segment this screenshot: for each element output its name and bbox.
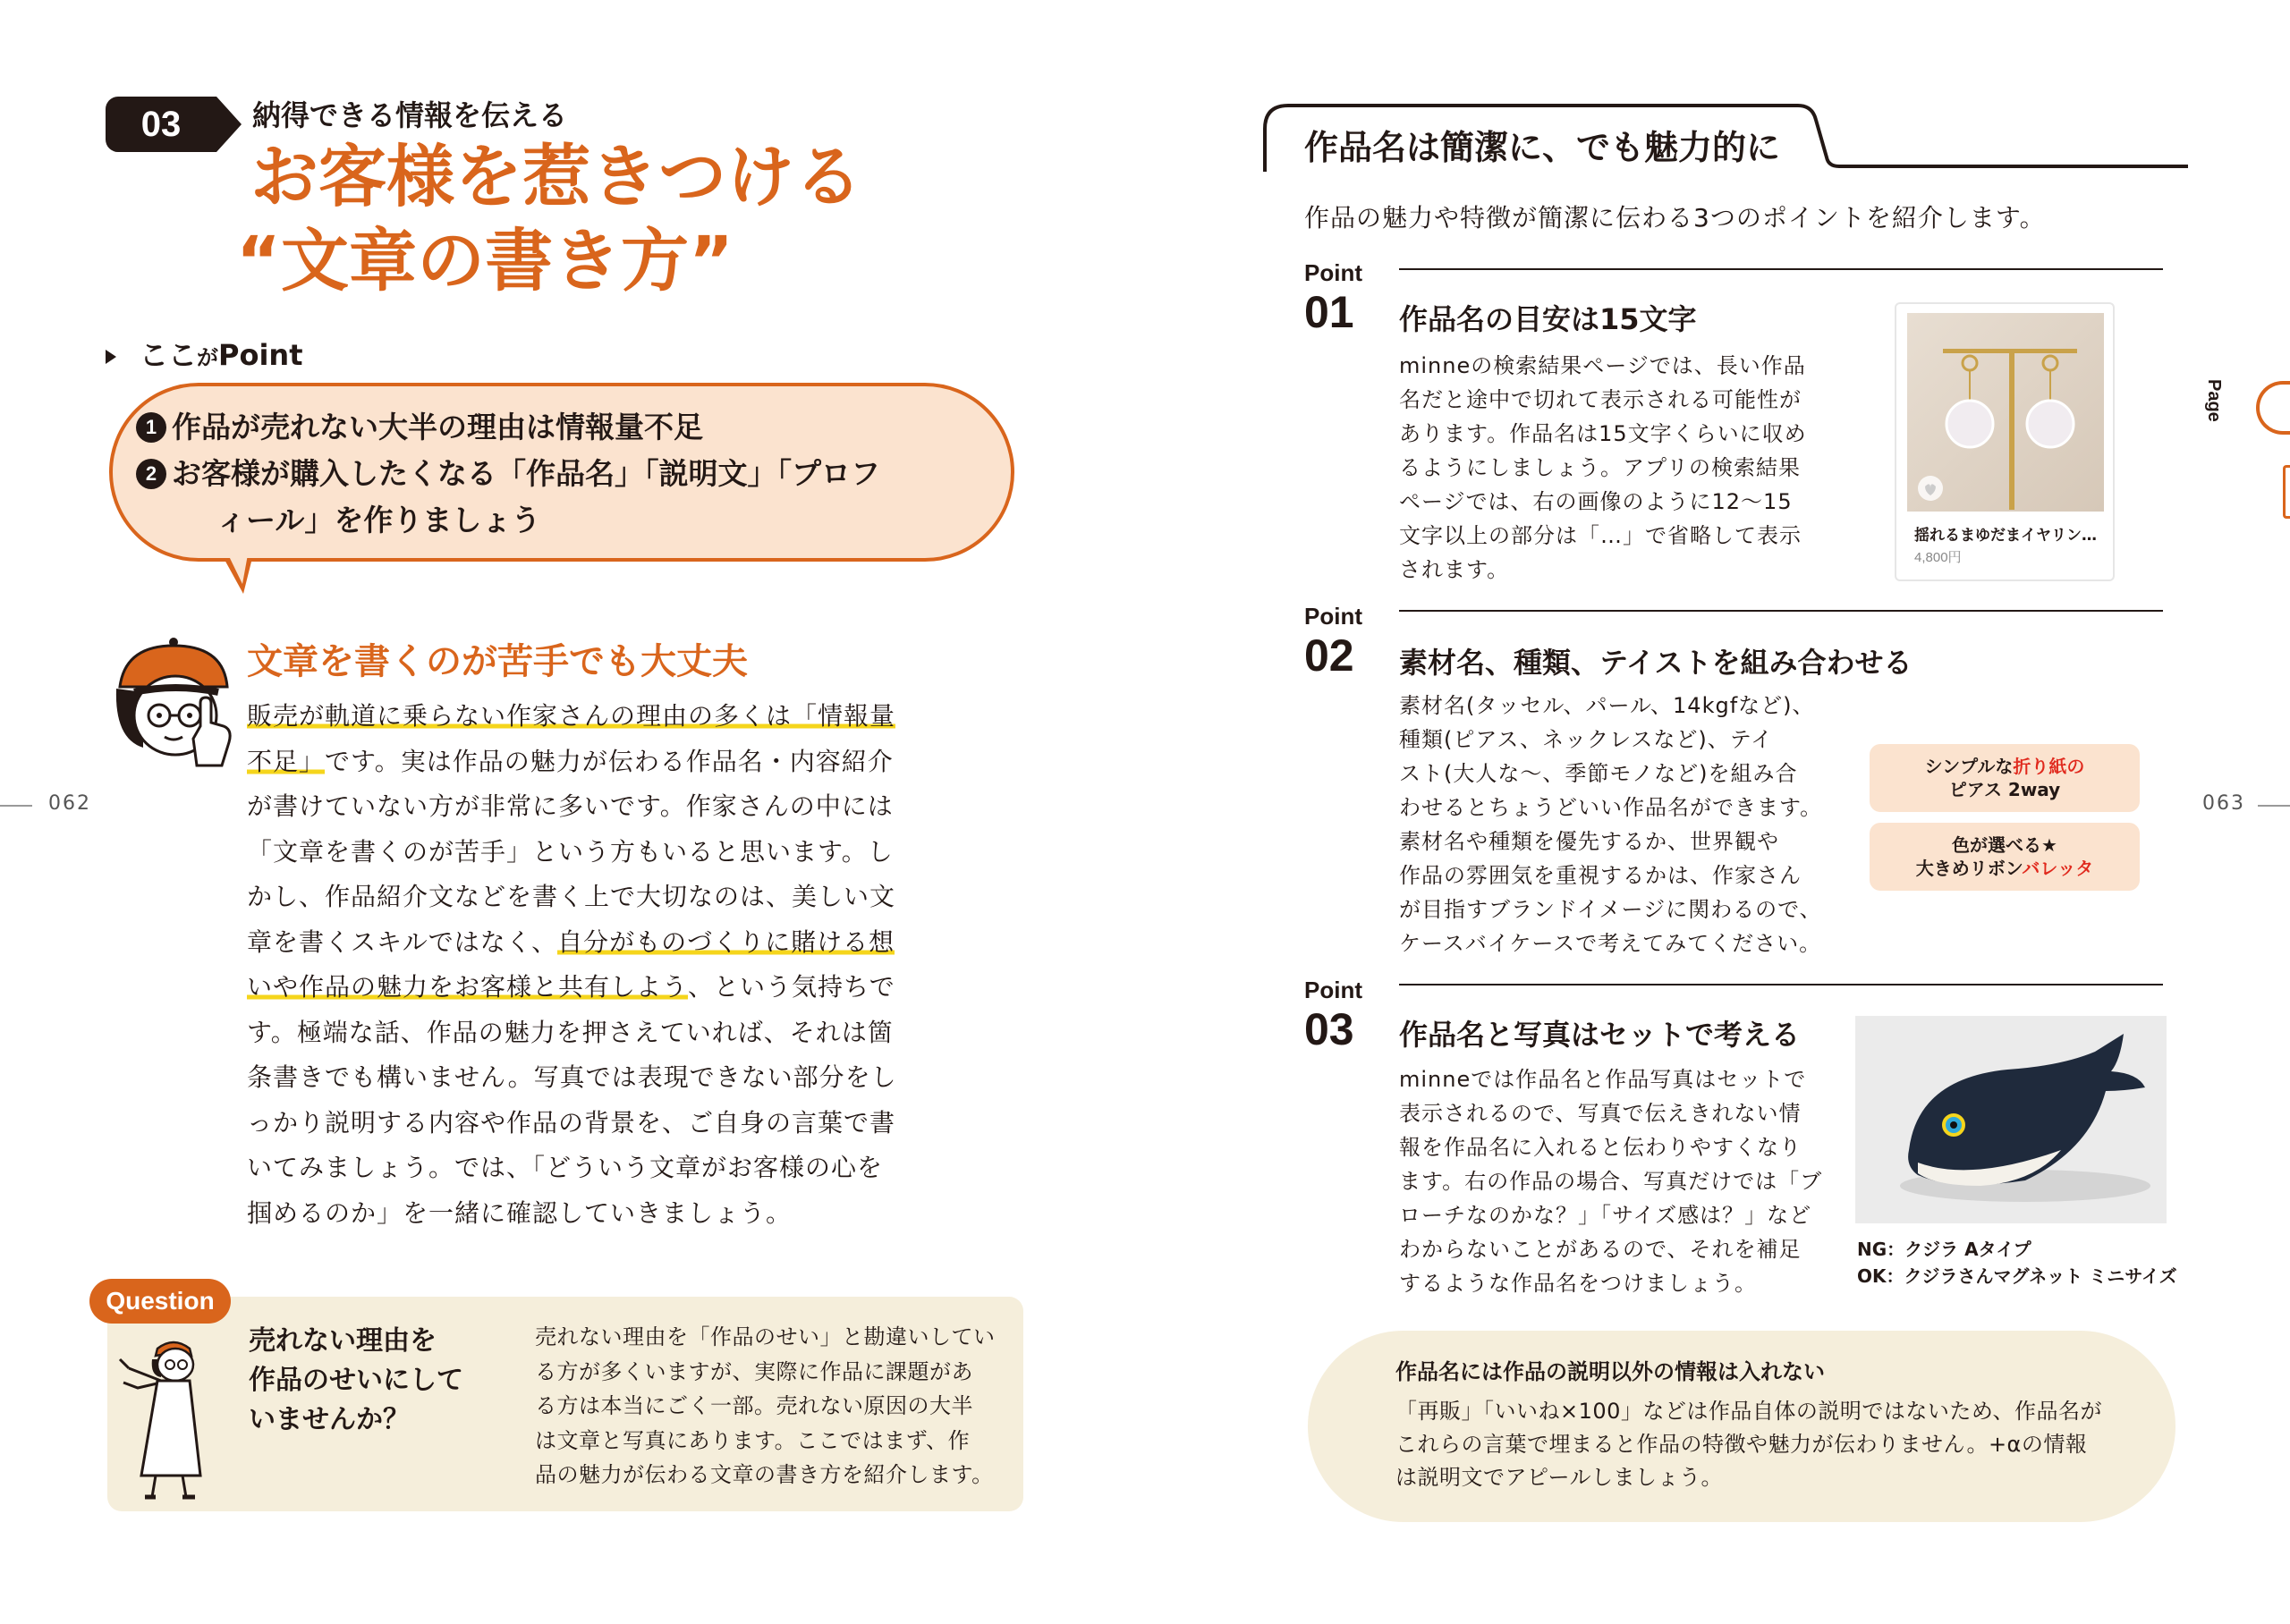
- point-label: [106, 333, 303, 374]
- point-rule: [1399, 984, 2163, 985]
- pill-text-red: 折り紙の: [2013, 756, 2085, 777]
- body-line: が書けていない方が非常に多いです。作家さんの中には: [247, 791, 894, 821]
- point-body-line: あります。作品名は15文字くらいに収め: [1399, 421, 1807, 446]
- point-label: Point: [1304, 259, 1362, 286]
- point-body-line: ます。右の作品の場合、写真だけでは「ブ: [1399, 1169, 1823, 1194]
- pill-text: ピアス 2way: [1948, 779, 2061, 800]
- point-body-line: ページでは、右の画像のように12〜15: [1399, 489, 1793, 514]
- section-number-tag: [106, 97, 216, 152]
- point-number: 03: [1304, 1004, 1354, 1054]
- whale-illustration: [1855, 1016, 2167, 1223]
- person-illustration: [111, 1332, 209, 1502]
- point-label-a: ここ: [140, 338, 198, 372]
- question-title-line: 売れない理由を: [249, 1325, 437, 1357]
- body-paragraph: [247, 694, 909, 1236]
- tip-line: は説明文でアピールしましょう。: [1395, 1465, 1724, 1490]
- page-number-left: 062: [48, 792, 91, 815]
- section-number: 03: [140, 104, 182, 144]
- point-heading: 作品名と写真はセットで考える: [1399, 1018, 1801, 1052]
- page-number-right: 063: [2202, 792, 2245, 815]
- point-body-line: 素材名や種類を優先するか、世界観や: [1399, 829, 1779, 854]
- tip-heading: 作品名には作品の説明以外の情報は入れない: [1395, 1359, 1825, 1384]
- question-text-line: る方が多くいますが、実際に作品に課題があ: [535, 1358, 973, 1384]
- pill-text: 色が選べる★: [1952, 834, 2057, 856]
- body-line: す。極端な話、作品の魅力を押さえていれば、それは箇: [247, 1017, 894, 1047]
- body-line: 、という気持ちで: [688, 972, 895, 1002]
- tip-line: 「再販」「いいね×100」などは作品自体の説明ではないため、作品名が: [1395, 1399, 2102, 1424]
- pill-text: 大きめリボン: [1915, 858, 2023, 879]
- question-title: [249, 1322, 463, 1440]
- body-line: 条書きでも構いません。写真では表現できない部分をし: [247, 1062, 897, 1092]
- point-label-b: が: [197, 345, 219, 370]
- product-price: 4,800円: [1914, 550, 1962, 565]
- bubble-item-1-text: 作品が売れない大半の理由は情報量不足: [172, 410, 703, 444]
- body-line: っかり説明する内容や作品の背景を、ご自身の言葉で書: [247, 1107, 896, 1138]
- point-number: 02: [1304, 630, 1354, 681]
- body-line: かし、作品紹介文などを書く上で大切なのは、美しい文: [247, 882, 896, 911]
- section-tag-arrow: [216, 97, 242, 152]
- triangle-icon: [106, 350, 116, 364]
- point-label: Point: [1304, 603, 1362, 630]
- point-rule: [1399, 610, 2163, 612]
- body-line: 章を書くスキルではなく、: [247, 926, 558, 957]
- point-body-line: するような作品名をつけましょう。: [1399, 1271, 1757, 1296]
- number-circle-icon: 1: [136, 412, 166, 443]
- question-tag: Question: [89, 1279, 231, 1324]
- page-title-line1: お客様を惹きつける: [250, 137, 862, 216]
- sub-heading: 文章を書くのが苦手でも大丈夫: [247, 641, 748, 682]
- point-body-line: 名だと途中で切れて表示される可能性が: [1399, 387, 1802, 412]
- folio-rule-right: [2258, 805, 2290, 807]
- point-body-line: が目指すブランドイメージに関わるので、: [1399, 897, 1822, 922]
- point-body-line: minneでは作品名と作品写真はセットで: [1399, 1067, 1807, 1092]
- point-body-line: 表示されるので、写真で伝えきれない情: [1399, 1101, 1802, 1126]
- question-text-line: 売れない理由を「作品のせい」と勘違いしてい: [535, 1324, 996, 1349]
- point-body: [1399, 689, 1846, 960]
- intro-text: 作品の魅力や特徴が簡潔に伝わる3つのポイントを紹介します。: [1304, 203, 2046, 233]
- section-tab-title: 作品名は簡潔に、でも魅力的に: [1304, 128, 1781, 167]
- point-body-line: 素材名(タッセル、パール、14kgfなど)、: [1399, 693, 1815, 718]
- body-line-highlight: いや作品の魅力をお客様と共有しよう: [247, 972, 689, 1002]
- page-title-line2: “文章の書き方”: [236, 221, 734, 300]
- example-title-pill: [1870, 823, 2140, 891]
- body-line: 販売が軌道に乗らない作家さんの理由の多くは「情報量: [247, 701, 896, 731]
- ng-ok-captions: [1857, 1236, 2177, 1290]
- question-title-line: いませんか？: [249, 1404, 410, 1435]
- page-index-tab: [2256, 381, 2290, 435]
- ok-caption: OK：クジラさんマグネット ミニサイズ: [1857, 1265, 2177, 1287]
- page-side-label: Page: [2204, 379, 2224, 422]
- question-text: [535, 1320, 1018, 1493]
- point-body-line: 報を作品名に入れると伝わりやすくなり: [1399, 1135, 1802, 1160]
- author-avatar-illustration: [107, 633, 242, 776]
- body-line: いてみましょう。では、「どういう文章がお客様の心を: [247, 1153, 884, 1182]
- earring-photo: [1907, 313, 2104, 512]
- tip-body: [1395, 1395, 2129, 1494]
- ng-caption: NG：クジラ Aタイプ: [1857, 1239, 2031, 1260]
- point-body-line: スト(大人な〜、季節モノなど)を組み合: [1399, 761, 1798, 786]
- point-label: Point: [1304, 977, 1362, 1003]
- point-body-line: ケースバイケースで考えてみてください。: [1399, 931, 1822, 956]
- tip-line: これらの言葉で埋まると作品の特徴や魅力が伝わりません。+αの情報: [1395, 1432, 2088, 1457]
- folio-rule-left: [0, 805, 32, 807]
- point-body-line: わせるとちょうどいい作品名ができます。: [1399, 795, 1823, 820]
- point-rule: [1399, 268, 2163, 270]
- point-number: 01: [1304, 287, 1354, 337]
- point-body-line: ローチなのかな？」「サイズ感は？」など: [1399, 1203, 1812, 1228]
- bubble-item-1: [145, 404, 703, 451]
- point-body-line: わからないことがあるので、それを補足: [1399, 1237, 1802, 1262]
- point-label-c: Point: [218, 338, 303, 372]
- point-body-line: 種類(ピアス、ネックレスなど)、テイ: [1399, 727, 1774, 752]
- product-name: 揺れるまゆだまイヤリン…: [1914, 527, 2097, 545]
- pill-text: シンプルな: [1924, 756, 2014, 777]
- point-body: [1399, 1062, 1828, 1300]
- number-circle-icon: 2: [136, 459, 166, 489]
- pill-text-red: バレッタ: [2022, 858, 2094, 879]
- point-body: [1399, 349, 1819, 587]
- body-line: 掴めるのか」を一緒に確認していきましょう。: [247, 1197, 793, 1228]
- question-title-line: 作品のせいにして: [249, 1365, 463, 1396]
- bubble-tail-fill: [228, 554, 248, 584]
- bubble-item-2-cont: ィール」を作りましょう: [216, 503, 541, 537]
- question-text-line: る方は本当にごく一部。売れない原因の大半: [535, 1393, 973, 1418]
- point-body-line: minneの検索結果ページでは、長い作品: [1399, 353, 1806, 378]
- question-text-line: は文章と写真にあります。ここではまず、作: [535, 1427, 971, 1453]
- page-index-mark: [2283, 465, 2290, 519]
- body-line: 「文章を書くのが苦手」という方もいると思います。し: [247, 836, 894, 867]
- point-heading: 素材名、種類、テイストを組み合わせる: [1399, 646, 1913, 680]
- example-title-pill: [1870, 744, 2140, 812]
- whale-magnet-photo: [1855, 1016, 2167, 1223]
- section-lead: 納得できる情報を伝える: [252, 98, 568, 132]
- bubble-item-2-line1: お客様が購入したくなる「作品名」「説明文」「プロフ: [172, 456, 880, 491]
- body-line: です。実は作品の魅力が伝わる作品名・内容紹介: [325, 746, 894, 776]
- earring-illustration: [1907, 313, 2104, 512]
- point-body-line: されます。: [1399, 557, 1510, 582]
- question-text-line: 品の魅力が伝わる文章の書き方を紹介します。: [535, 1462, 994, 1487]
- point-body-line: るようにしましょう。アプリの検索結果: [1399, 455, 1802, 480]
- body-line-highlight: 不足」: [247, 746, 326, 776]
- point-heading: 作品名の目安は15文字: [1399, 302, 1697, 336]
- body-line-highlight: 自分がものづくりに賭ける想: [557, 926, 895, 957]
- bubble-item-2: [145, 451, 880, 497]
- point-body-line: 作品の雰囲気を重視するかは、作家さん: [1399, 863, 1802, 888]
- point-body-line: 文字以上の部分は「…」で省略して表示: [1399, 523, 1802, 548]
